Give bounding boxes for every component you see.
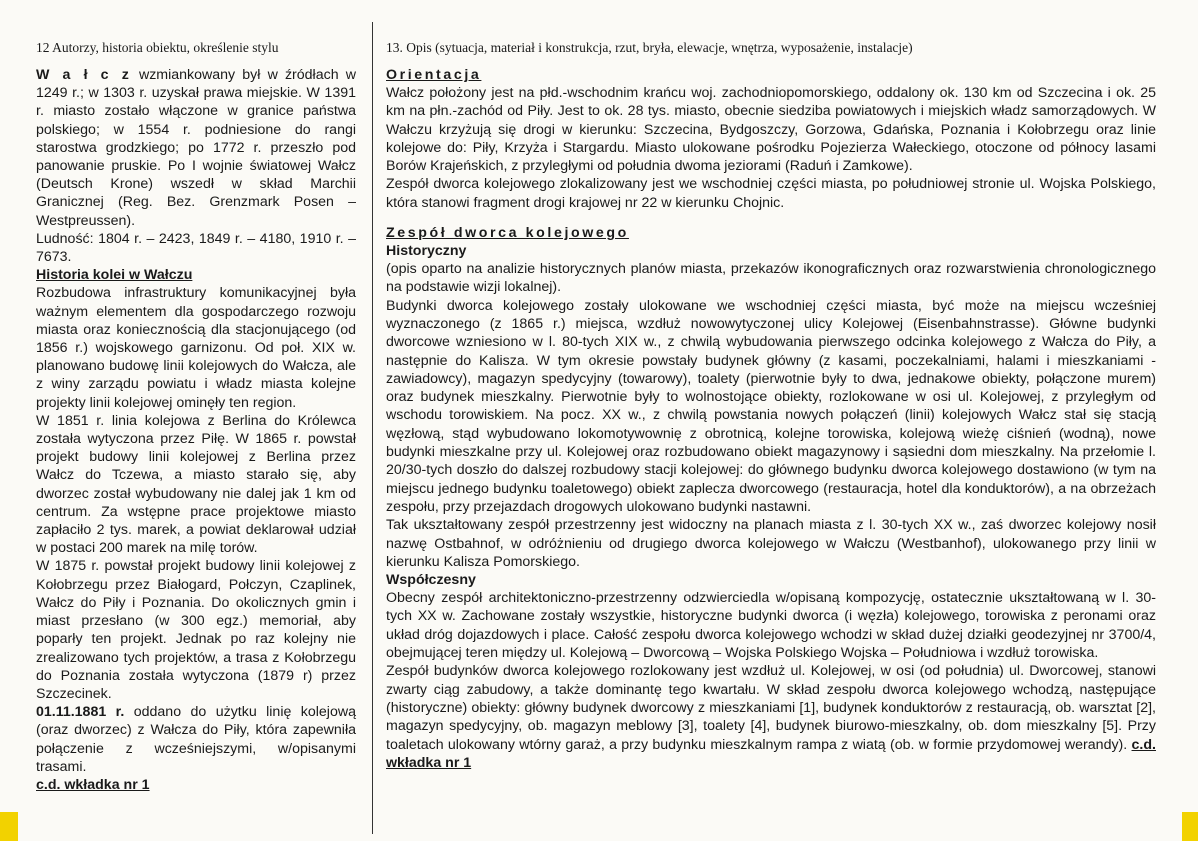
yellow-edge-mark-left: [0, 812, 18, 841]
right-column: [386, 40, 1156, 772]
orientation-paragraph-1: Wałcz położony jest na płd.-wschodnim krańcu woj. zachodniopomorskiego, oddalony ok. 130 km od Szczecina i ok. 25 km na płn.-zachód od Piły. Jest to ok. 28 tys. miasto, obecnie siedziba powiatowych i miejskich władz samorządowych. W Wałczu krzyżują się drogi w kierunku: Szczecina, Bydgoszczy, Gorzowa, Gdańska, Poznania i Kołobrzegu oraz linie kolejowe do: Piły, Krzyża i Stargardu. Miasto ulokowane pośrodku Pojezierza Wałeckiego, otoczone od północy lasami Borów Krajeńskich, z przyległymi od południa dwoma jeziorami (Raduń i Zamkowe).: [386, 85, 1156, 175]
modern-paragraph-2: Zespół budynków dworca kolejowego rozlokowany jest wzdłuż ul. Kolejowej, w osi (od południa) ul. Dworcowej, stanowi zwarty ciąg zabudowy, a także dominantę tego kwartału. W skład zespołu dworca kolejowego wchodzą, następujące (historyczne) obiekty: główny budynek dworcowy z mieszkaniami [1], budynek konduktorów z restauracją, ob. warsztat [2], magazyn spedycyjny, ob. magazyn meblowy [3], toalety [4], budynek biurowo-mieszkalny, ob. dom mieszkalny [5]. Przy toaletach ulokowany wtórny garaż, a przy budynku mieszkalnym rampa z wiatą (ob. w formie przydomowej werandy). c.d. wkładka nr 1: [386, 663, 1156, 771]
modern-paragraph-1: Obecny zespół architektoniczno-przestrzenny odzwierciedla w/opisaną kompozycję, ostatecznie ukształtowaną w l. 30-tych XX w. Zachowane zostały wszystkie, historyczne budynki dworca (i węzła) kolejowego, torowiska z peronami oraz układ dróg dojazdowych i place. Całość zespołu dworca kolejowego wchodzi w skład dużej działki geodezyjnej nr 3700/4, obejmującej teren między ul. Kolejową – Dworcową – Wojska Polskiego Wojska – Południowa i wzdłuż torowiska.: [386, 590, 1156, 662]
section-12-header: 12 Autorzy, historia obiektu, określenie stylu: [36, 40, 279, 55]
history-paragraph-1: Rozbudowa infrastruktury komunikacyjnej była ważnym elementem dla gospodarczego rozwoju miasta oraz koniecznością dla stacjonującego (od 1856 r.) wojskowego garnizonu. Od poł. XIX w. planowano budowę linii kolejowych do Wałcza, ale z winy zarządu powiatu i władz miasta kolejne projekty linii kolejowej ominęły ten region.: [36, 285, 356, 411]
opening-date: 01.11.1881 r.: [36, 704, 125, 721]
history-paragraph-2: W 1851 r. linia kolejowa z Berlina do Królewca została wytyczona przez Piłę. W 1865 r. powstał projekt budowy linii kolejowej z Berlina przez Wałcz do Tczewa, a miasto starało się, aby dworzec został wybudowany nie dalej jak 1 km od centrum. Za wstępne prace projektowe miasto zapłaciło 2 tys. marek, a powiat deklarował udział w postaci 200 marek na milę torów.: [36, 412, 356, 557]
column-divider: [372, 22, 373, 834]
history-paragraph-4: 01.11.1881 r. oddano do użytku linię kolejową (oraz dworzec) z Wałcza do Piły, która zapewniła połączenie z wcześniejszymi, w/opisanymi trasami.: [36, 704, 356, 775]
spacer: [386, 212, 1156, 224]
left-column: [36, 40, 356, 794]
historic-paragraph-3: Tak ukształtowany zespół przestrzenny jest widoczny na planach miasta z l. 30-tych XX w., zaś dworzec kolejowy nosił nazwę Ostbahnof, w odróżnieniu od drugiego dworca kolejowego w Wałczu (Westbanhof), ulokowanego przy linii w kierunku Kalisza Pomorskiego.: [386, 517, 1156, 570]
town-name: W a ł c z: [36, 67, 132, 83]
continued-note-right: c.d. wkładka nr 1: [386, 736, 1156, 771]
railway-complex-heading: Zespół dworca kolejowego: [386, 225, 629, 242]
continued-note-left: c.d. wkładka nr 1: [36, 776, 150, 793]
section-13-header: 13. Opis (sytuacja, materiał i konstrukcja, rzut, bryła, elewacje, wnętrza, wyposażenie, instalacje): [386, 40, 913, 55]
historic-paragraph-1: (opis oparto na analizie historycznych planów miasta, przekazów ikonograficznych oraz rozwarstwienia chronologicznego na podstawie wizji lokalnej).: [386, 261, 1156, 296]
modern-subheading: Współczesny: [386, 572, 476, 589]
orientation-paragraph-2: Zespół dworca kolejowego zlokalizowany jest we wschodniej części miasta, po południowej stronie ul. Wojska Polskiego, która stanowi fragment drogi krajowej nr 22 w kierunku Chojnic.: [386, 176, 1156, 211]
orientation-heading: Orientacja: [386, 67, 482, 83]
historic-paragraph-2: Budynki dworca kolejowego zostały ulokowane we wschodniej części miasta, być może na miejscu wcześniej wyznaczonego (z 1865 r.) miejsca, wzdłuż nowowytyczonej ulicy Kolejowej (Eisenbahnstrasse). Główne budynki dworcowe wzniesiono w l. 80-tych XIX w., z chwilą wybudowania pierwszego odcinka kolejowego z Wałcza do Piły, a następnie do Kalisza. W tym okresie powstały budynek główny (z kasami, poczekalniami, halami i mieszkaniami - zawiadowcy), magazyn spedycyjny (towarowy), toalety (pierwotnie były to dwa, jednakowe obiekty, połączone murem) oraz budynek mieszkalny. Pierwotnie były to wolnostojące obiekty, rozlokowane w osi ul. Kolejowej, z przyległym od wschodu torowiskiem. Na pocz. XX w., z chwilą powstania nowych połączeń (linii) kolejowych Wałcz stał się stacją węzłową, stąd wybudowano lokomotywownię z obrotnicą, kolejne torowiska, kolejową wieżę ciśnień (wodną), nowe budynki mieszkalne przy ul. Kolejowej oraz rozbudowano obiekt magazynowy i sąsiedni dom mieszkalny. Na przełomie l. 20/30-tych doszło do dalszej rozbudowy stacji kolejowej: do głównego budynku dworca kolejowego dostawiono (w tym na miejscu jednego budynku toaletowego) obiekt zaplecza dworcowego (restauracja, hotel dla konduktorów), a na obrzeżach zespołu, przy przejazdach drogowych ulokowano budynki nastawni.: [386, 297, 1156, 515]
town-intro: W a ł c z wzmiankowany był w źródłach w 1249 r.; w 1303 r. uzyskał prawa miejskie. W 1391 r. miasto zostało włączone w granice państwa polskiego; w 1554 r. podniesione do rangi starostwa grodzkiego; po 1772 r. przeszło pod panowanie pruskie. Po I wojnie światowej Wałcz (Deutsch Krone) wszedł w skład Marchii Granicznej (Reg. Bez. Grenzmark Posen – Westpreussen).: [36, 67, 356, 229]
railway-history-heading: Historia kolei w Wałczu: [36, 267, 193, 284]
population-text: Ludność: 1804 r. – 2423, 1849 r. – 4180, 1910 r. – 7673.: [36, 230, 356, 266]
historic-subheading: Historyczny: [386, 243, 467, 260]
history-paragraph-3: W 1875 r. powstał projekt budowy linii kolejowej z Kołobrzegu przez Białogard, Połczyn, Czaplinek, Wałcz do Piły i Poznania. Do okolicznych gmin i miast przesłano (w 300 egz.) memoriał, aby poparły ten projekt. Jednak po raz kolejny nie zrealizowano tych projektów, a trasa z Kołobrzegu do Poznania została wytyczona (1879 r) przez Szczecinek.: [36, 558, 356, 702]
yellow-edge-mark-right: [1182, 812, 1198, 841]
